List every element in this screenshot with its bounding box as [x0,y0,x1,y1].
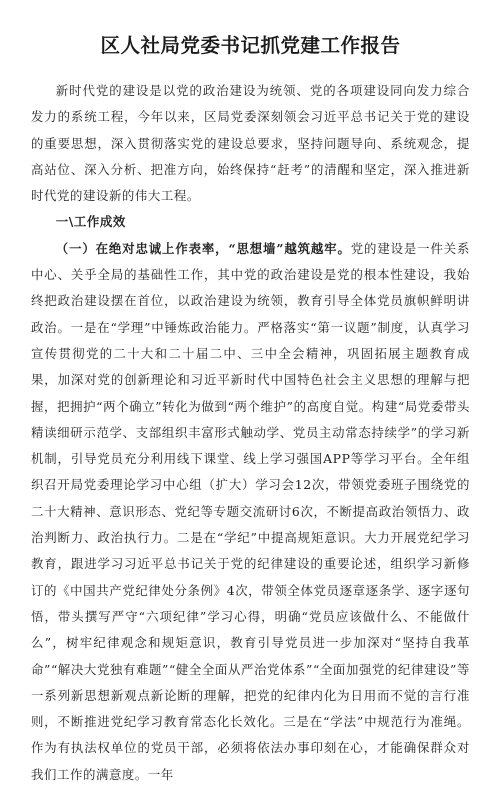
subsection-heading-loyalty: （一）在绝对忠诚上作表率，“思想墙”越筑越牢。 [55,240,351,256]
section-heading-achievements: 一\工作成效 [55,214,126,230]
subsection-body-loyalty: 党的建设是一件关系中心、关乎全局的基础性工作，其中党的政治建设是党的根本性建设，我始终把政治建设摆在首位，以政治建设为统领，教育引导全体党员旗帜鲜明讲政治。一是在“学理”中锤炼政治能力。严格落实“第一议题”制度，认真学习宣传贯彻党的二十大和二十届二中、三中全会精神，巩固拓展主题教育成果，加深对党的创新理论和习近平新时代中国特色社会主义思想的理解与把握，把拥护“两个确立”转化为做到“两个维护”的高度自觉。构建“局党委带头精读细研示范学、支部组织丰富形式触动学、党员主动常态持续学”的学习新机制，引导党员充分利用线下课堂、线上学习强国APP等学习平台。全年组织召开局党委理论学习中心组（扩大）学习会12次，带领党委班子围绕党的二十大精神、意识形态、党纪等专题交流研讨6次，不断提高政治领悟力、政治判断力、政治执行力。二是在“学纪”中提高规矩意识。大力开展党纪学习教育，跟进学习习近平总书记关于党的纪律建设的重要论述，组织学习新修订的《中国共产党纪律处分条例》4次，带领全体党员逐章逐条学、逐字逐句悟，带头撰写严守“六项纪律”学习心得，明确“党员应该做什么、不能做什么”，树牢纪律观念和规矩意识，教育引导党员进一步加深对“坚持自我革命”“解决大党独有难题”“健全全面从严治党体系”“全面加强党的纪律建设”等一系列新思想新观点新论断的理解，把党的纪律内化为日用而不觉的言行准则，不断推进党纪学习教育常态化长效化。三是在“学法”中规范行为准绳。作为有执法权单位的党员干部，必须将依法办事印刻在心，才能确保群众对我们工作的满意度。一年 [31,240,470,782]
document-title: 区人社局党委书记抓党建工作报告 [100,34,401,57]
intro-paragraph: 新时代党的建设是以党的政治建设为统领、党的各项建设同向发力综合发力的系统工程，今年以来，区局党委深刻领会习近平总书记关于党的建设的重要思想，深入贯彻落实党的建设总要求，坚持问题导向、系统观念，提高站位、深入分析、把准方向，始终保持“赶考”的清醒和坚定，深入推进新时代党的建设新的伟大工程。 [31,83,470,204]
body-paragraph-loyalty [31,236,470,788]
